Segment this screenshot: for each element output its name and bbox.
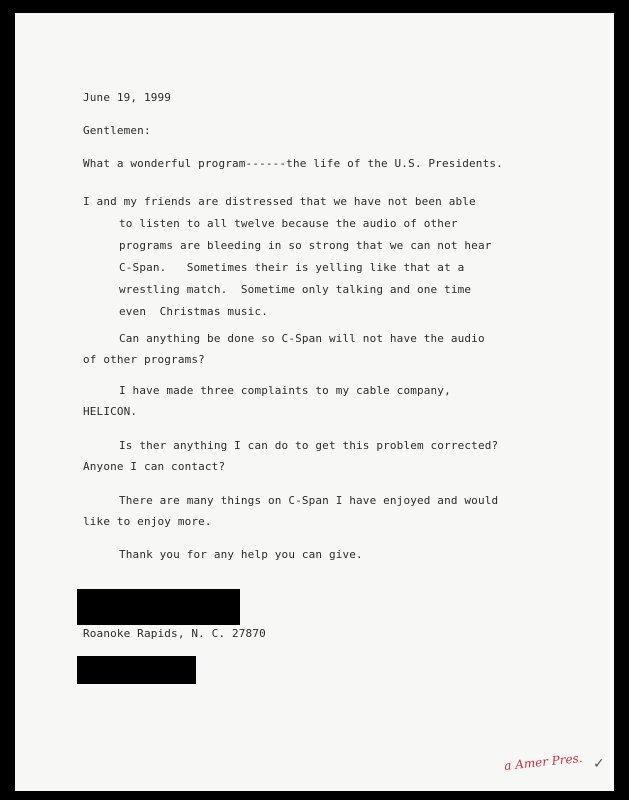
paragraph-question-line: Can anything be done so C-Span will not have the audio [119, 332, 485, 345]
paragraph-praise: What a wonderful program------the life of the U.S. Presidents. [83, 157, 503, 170]
paragraph-complaint-line: C-Span. Sometimes their is yelling like that at a [119, 261, 465, 274]
paragraph-enjoy-line: There are many things on C-Span I have enjoyed and would [119, 494, 499, 507]
paragraph-cable-line: HELICON. [83, 405, 138, 418]
paragraph-complaint-line: even Christmas music. [119, 305, 268, 318]
paragraph-question-line: of other programs? [83, 353, 205, 366]
letter-date: June 19, 1999 [83, 91, 172, 104]
paragraph-complaint-line: to listen to all twelve because the audio of other [119, 217, 458, 230]
paragraph-cable-line: I have made three complaints to my cable company, [119, 384, 451, 397]
handwritten-annotation: a Amer Pres. [503, 750, 584, 773]
paragraph-complaint-line: wrestling match. Sometime only talking and one time [119, 283, 472, 296]
paragraph-request-line: Anyone I can contact? [83, 460, 226, 473]
redacted-phone-block [77, 656, 196, 684]
paragraph-enjoy-line: like to enjoy more. [83, 515, 212, 528]
salutation: Gentlemen: [83, 124, 151, 137]
paragraph-complaint-line: I and my friends are distressed that we have not been able [83, 195, 476, 208]
paragraph-request-line: Is ther anything I can do to get this problem corrected? [119, 439, 499, 452]
paper-page [15, 13, 614, 791]
paragraph-complaint-line: programs are bleeding in so strong that we can not hear [119, 239, 492, 252]
redacted-name-block [77, 589, 240, 625]
checkmark-icon: ✓ [593, 756, 605, 772]
typed-letter [15, 13, 614, 791]
address-city-line: Roanoke Rapids, N. C. 27870 [83, 627, 266, 640]
closing-line: Thank you for any help you can give. [119, 548, 363, 561]
